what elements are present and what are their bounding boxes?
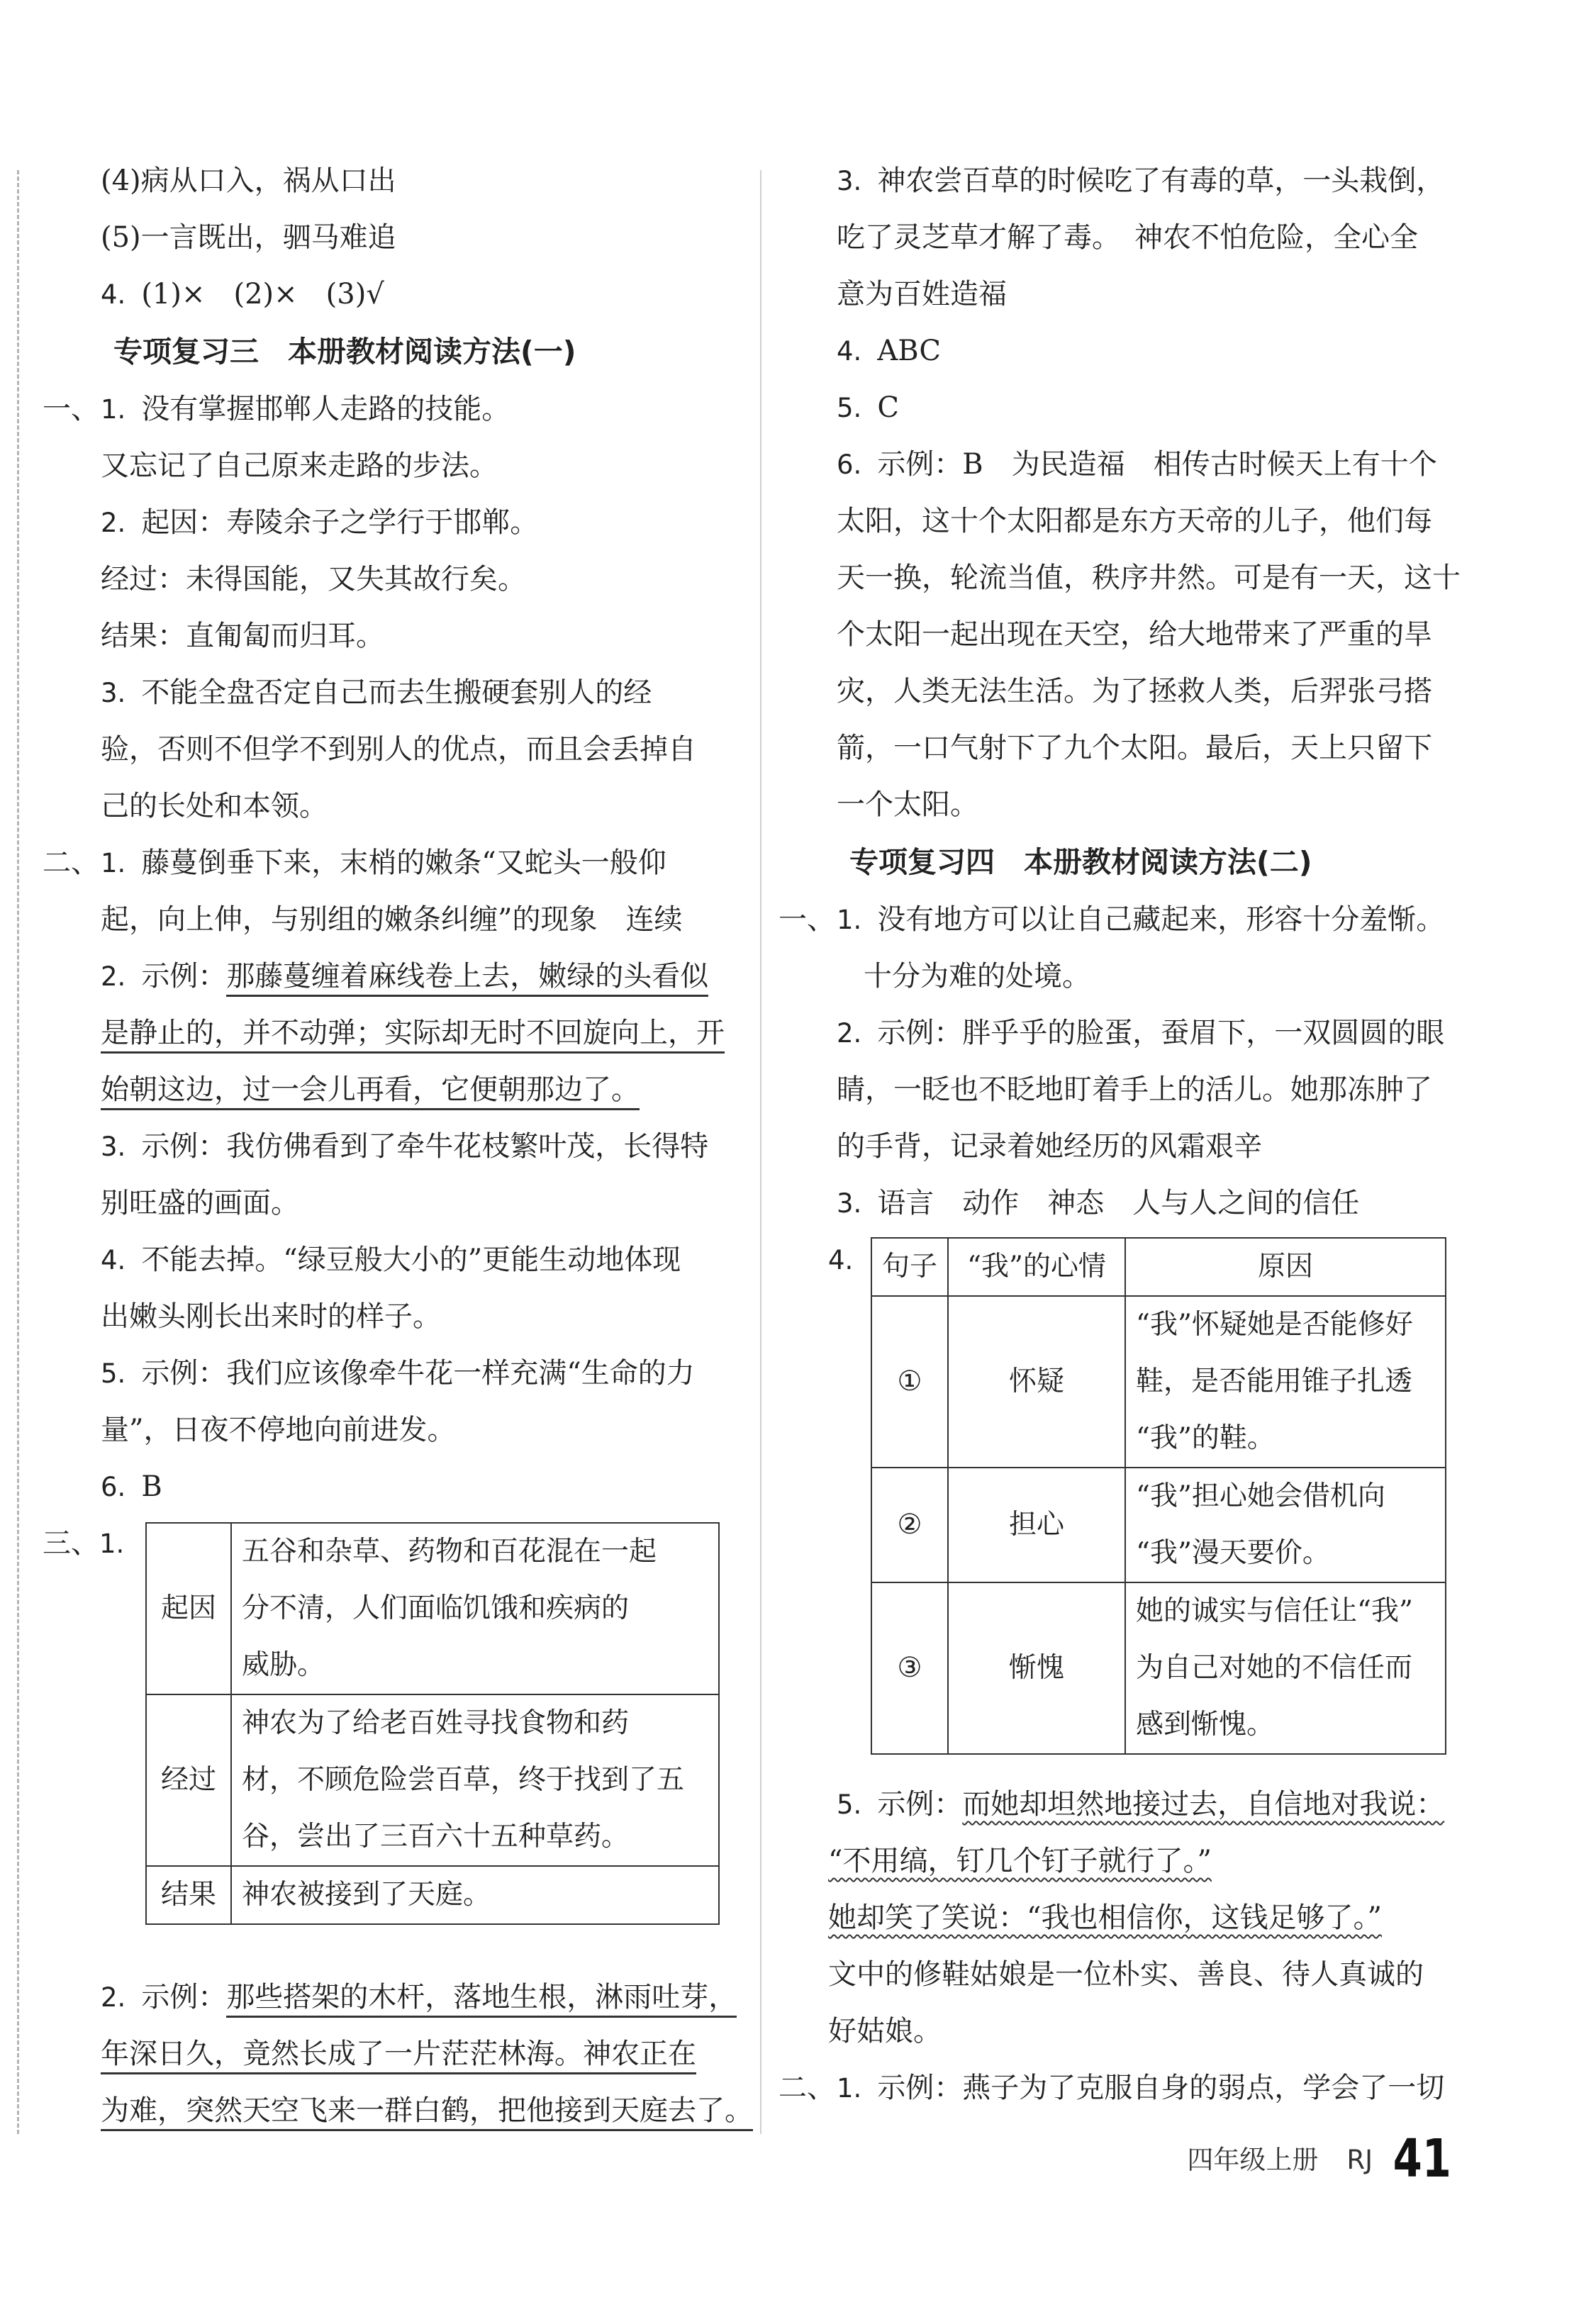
part-2-q3: 3. 示例：我仿佛看到了牵牛花枝繁叶茂，长得特 [101,1130,709,1163]
answer-line: 出嫩头刚长出来时的样子。 [101,1300,441,1333]
answer-line: 又忘记了自己原来走路的步法。 [101,449,498,482]
answer-line: 太阳，这十个太阳都是东方天帝的儿子，他们每 [837,505,1432,537]
cell-reason: “我”怀疑她是否能修好 鞋，是否能用锥子扎透 “我”的鞋。 [1125,1296,1446,1468]
table-row [146,1523,719,1694]
table-row [871,1582,1446,1754]
part-prefix: 二、 [779,2072,835,2104]
table-row [146,1694,719,1866]
answer-line: 的手背，记录着她经历的风霜艰辛 [837,1130,1262,1163]
answer-line: 睛，一眨也不眨地盯着手上的活儿。她那冻肿了 [837,1073,1432,1106]
answer-line: 箭，一口气射下了九个太阳。最后，天上只留下 [837,732,1432,764]
table-row [871,1468,1446,1582]
answer-line: 十分为难的处境。 [864,960,1090,993]
answer-line: 灾，人类无法生活。为了拯救人类，后羿张弓搭 [837,675,1432,708]
part-prefix: 二、 [43,847,99,879]
section-4-title: 专项复习四 本册教材阅读方法(二) [849,845,1312,879]
column-header: 原因 [1125,1238,1446,1296]
row-label: 起因 [146,1523,231,1694]
answer-line: 是静止的，并不动弹；实际却无时不回旋向上，开 [43,1005,723,1061]
answer-line: 起，向上伸，与别组的嫩条纠缠”的现象 连续 [101,903,683,936]
part-prefix: 一、 [43,393,99,425]
part-3-q1 [43,1515,723,1969]
cell-feeling: 担心 [948,1468,1125,1582]
answer-line: 好姑娘。 [828,2015,942,2048]
footer-grade-label: 四年级上册 RJ [1187,2145,1373,2175]
section-3-title: 专项复习三 本册教材阅读方法(一) [113,335,576,369]
cell-feeling: 怀疑 [948,1296,1125,1468]
section-4-q4: 4. 句子 “我”的心情 原因 ① 怀疑 “我”怀疑她是否能修好 鞋，是否能用锥子扎透 “我”的鞋。 ② 担心 “我”担心她会借机向 “我”漫天要价。 ③ 惭愧 她的诚实与信任让“我” 为自己对她的不信任而 感到惭愧。 [779,1231,1459,1776]
part-2-q1: 二、 1. 藤蔓倒垂下来，末梢的嫩条“又蛇头一般仰 [43,834,723,891]
answer-line: “不用缟，钉几个钉子就行了。” [828,1845,1212,1877]
cell-sentence: ② [871,1468,948,1582]
row-content: 神农被接到了天庭。 [231,1866,719,1924]
answer-line: 别旺盛的画面。 [101,1187,299,1219]
answer-line: (5)一言既出，驷马难追 [101,221,396,254]
column-header: 句子 [871,1238,948,1296]
question-3: 3. 神农尝百草的时候吃了有毒的草，一头栽倒， [837,164,1445,197]
section-3-part-1-q1: 一、 1. 没有掌握邯郸人走路的技能。 [43,381,723,437]
section-3-q2: 2. 起因：寿陵余子之学行于邯郸。 [101,506,539,539]
table-row [871,1296,1446,1468]
part-prefix: 三、1. [43,1527,125,1560]
part-2-q4: 4. 不能去掉。“绿豆般大小的”更能生动地体现 [101,1244,681,1276]
answer-line: 文中的修鞋姑娘是一位朴实、善良、待人真诚的 [828,1958,1424,1991]
binding-dashed-line [17,170,19,2134]
row-content: 神农为了给老百姓寻找食物和药 材，不顾危险尝百草，终于找到了五 谷，尝出了三百六十五种草药。 [231,1694,719,1866]
row-label: 结果 [146,1866,231,1924]
section-4-q3: 3. 语言 动作 神态 人与人之间的信任 [837,1187,1360,1219]
answer-line: 量”，日夜不停地向前进发。 [101,1414,456,1446]
part-2-q6: 6. B [101,1470,162,1503]
answer-line: 意为百姓造福 [837,278,1007,311]
left-column [43,152,753,2139]
section-4-q5: 5. 示例：而她却坦然地接过去，自信地对我说： [837,1788,1445,1821]
row-content: 五谷和杂草、药物和百花混在一起 分不清，人们面临饥饿和疾病的 威胁。 [231,1523,719,1694]
shennong-story-table [145,1522,720,1925]
question-4: 4. (1)× (2)× (3)√ [101,278,384,311]
answer-line: 一个太阳。 [837,788,978,821]
part-2-q5: 5. 示例：我们应该像牵牛花一样充满“生命的力 [101,1357,695,1390]
answer-line: 为难，突然天空飞来一群白鹤，把他接到天庭去了。 [43,2082,723,2139]
table-header-row [871,1238,1446,1296]
question-5: 5. C [837,391,899,424]
cell-reason: “我”担心她会借机向 “我”漫天要价。 [1125,1468,1446,1582]
cell-reason: 她的诚实与信任让“我” 为自己对她的不信任而 感到惭愧。 [1125,1582,1446,1754]
answer-line: 结果：直匍匐而归耳。 [101,620,384,652]
answer-line: 经过：未得国能，又失其故行矣。 [101,563,526,596]
answer-line: 验，否则不但学不到别人的优点，而且会丢掉自 [101,733,696,766]
answer-line: 她却笑了笑说：“我也相信你，这钱足够了。” [828,1901,1382,1934]
answer-line: 吃了灵芝草才解了毒。 神农不怕危险，全心全 [837,221,1418,254]
table-row [146,1866,719,1924]
section-3-q3: 3. 不能全盘否定自己而去生搬硬套别人的经 [101,676,652,709]
column-divider [760,170,761,2134]
column-header: “我”的心情 [948,1238,1125,1296]
part-2-q2: 2. 示例：那藤蔓缠着麻线卷上去，嫩绿的头看似 [43,948,723,1005]
answer-line: 始朝这边，过一会儿再看，它便朝那边了。 [43,1061,723,1118]
page-number: 41 [1393,2128,1451,2189]
part-2-q1: 二、 1. 示例：燕子为了克服自身的弱点，学会了一切 [779,2060,1459,2116]
section-4-part-1-q1: 一、 1. 没有地方可以让自己藏起来，形容十分羞惭。 [779,891,1459,948]
cell-sentence: ③ [871,1582,948,1754]
answer-line: (4)病从口入，祸从口出 [101,164,396,197]
cell-sentence: ① [871,1296,948,1468]
part-prefix: 一、 [779,903,835,936]
feelings-table [871,1237,1446,1755]
answer-line: 天一换，轮流当值，秩序井然。可是有一天，这十 [837,562,1461,594]
part-3-q2: 2. 示例：那些搭架的木杆，落地生根，淋雨吐芽， [43,1969,723,2026]
cell-feeling: 惭愧 [948,1582,1125,1754]
row-label: 经过 [146,1694,231,1866]
right-column [779,152,1459,2116]
question-4: 4. ABC [837,335,941,367]
answer-line: 个太阳一起出现在天空，给大地带来了严重的旱 [837,618,1432,651]
answer-line: 年深日久，竟然长成了一片茫茫林海。神农正在 [43,2026,723,2082]
section-4-q2: 2. 示例：胖乎乎的脸蛋，蚕眉下，一双圆圆的眼 [837,1017,1445,1049]
answer-line: 己的长处和本领。 [101,790,328,822]
question-6: 6. 示例：B 为民造福 相传古时候天上有十个 [837,448,1437,481]
